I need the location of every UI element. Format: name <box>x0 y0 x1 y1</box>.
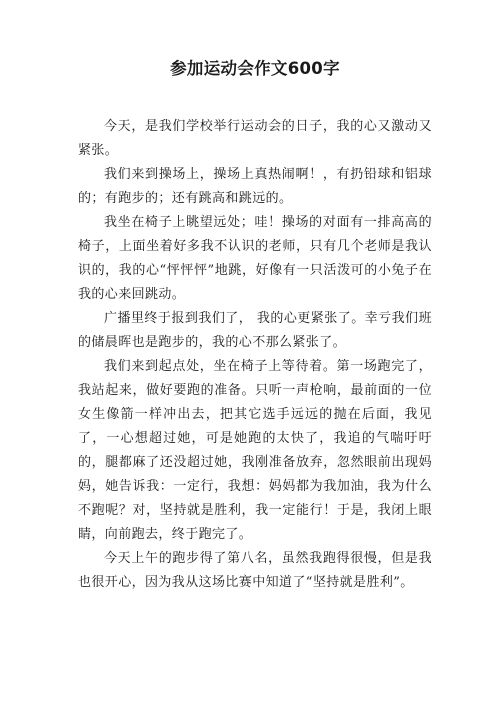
paragraph-3: 我坐在椅子上眺望远处；哇！操场的对面有一排高高的椅子，上面坐着好多我不认识的老师，只有几个老师是我认识的，我的心“怦怦怦”地跳，好像有一只活泼可的小兔子在我的心来回跳动。 <box>78 215 432 302</box>
paragraph-4: 广播里终于报到我们了， 我的心更紧张了。幸亏我们班的储晨晖也是跑步的，我的心不那么紧张了。 <box>78 311 432 350</box>
paragraph-1: 今天，是我们学校举行运动会的日子，我的心又激动又紧张。 <box>78 119 432 158</box>
paragraph-2: 我们来到操场上，操场上真热闹啊！，有扔铅球和铝球的；有跑步的；还有跳高和跳远的。 <box>78 167 432 206</box>
paragraph-6: 今天上午的跑步得了第八名，虽然我跑得很慢，但是我也很开心，因为我从这场比赛中知道了“坚持就是胜利”。 <box>78 551 432 590</box>
paragraph-5: 我们来到起点处，坐在椅子上等待着。第一场跑完了，我站起来，做好要跑的准备。只听一声枪响，最前面的一位女生像箭一样冲出去，把其它选手远远的抛在后面，我见了，一心想超过她，可是她跑的太快了，我追的气喘吁吁的，腿都麻了还没超过她，我刚准备放弃，忽然眼前出现妈妈，她告诉我：一定行，我想：妈妈都为我加油，我为什么不跑呢？对，坚持就是胜利，我一定能行！于是，我闭上眼睛，向前跑去，终于跑完了。 <box>78 359 432 542</box>
document-title: 参加运动会作文600字 <box>170 59 340 78</box>
